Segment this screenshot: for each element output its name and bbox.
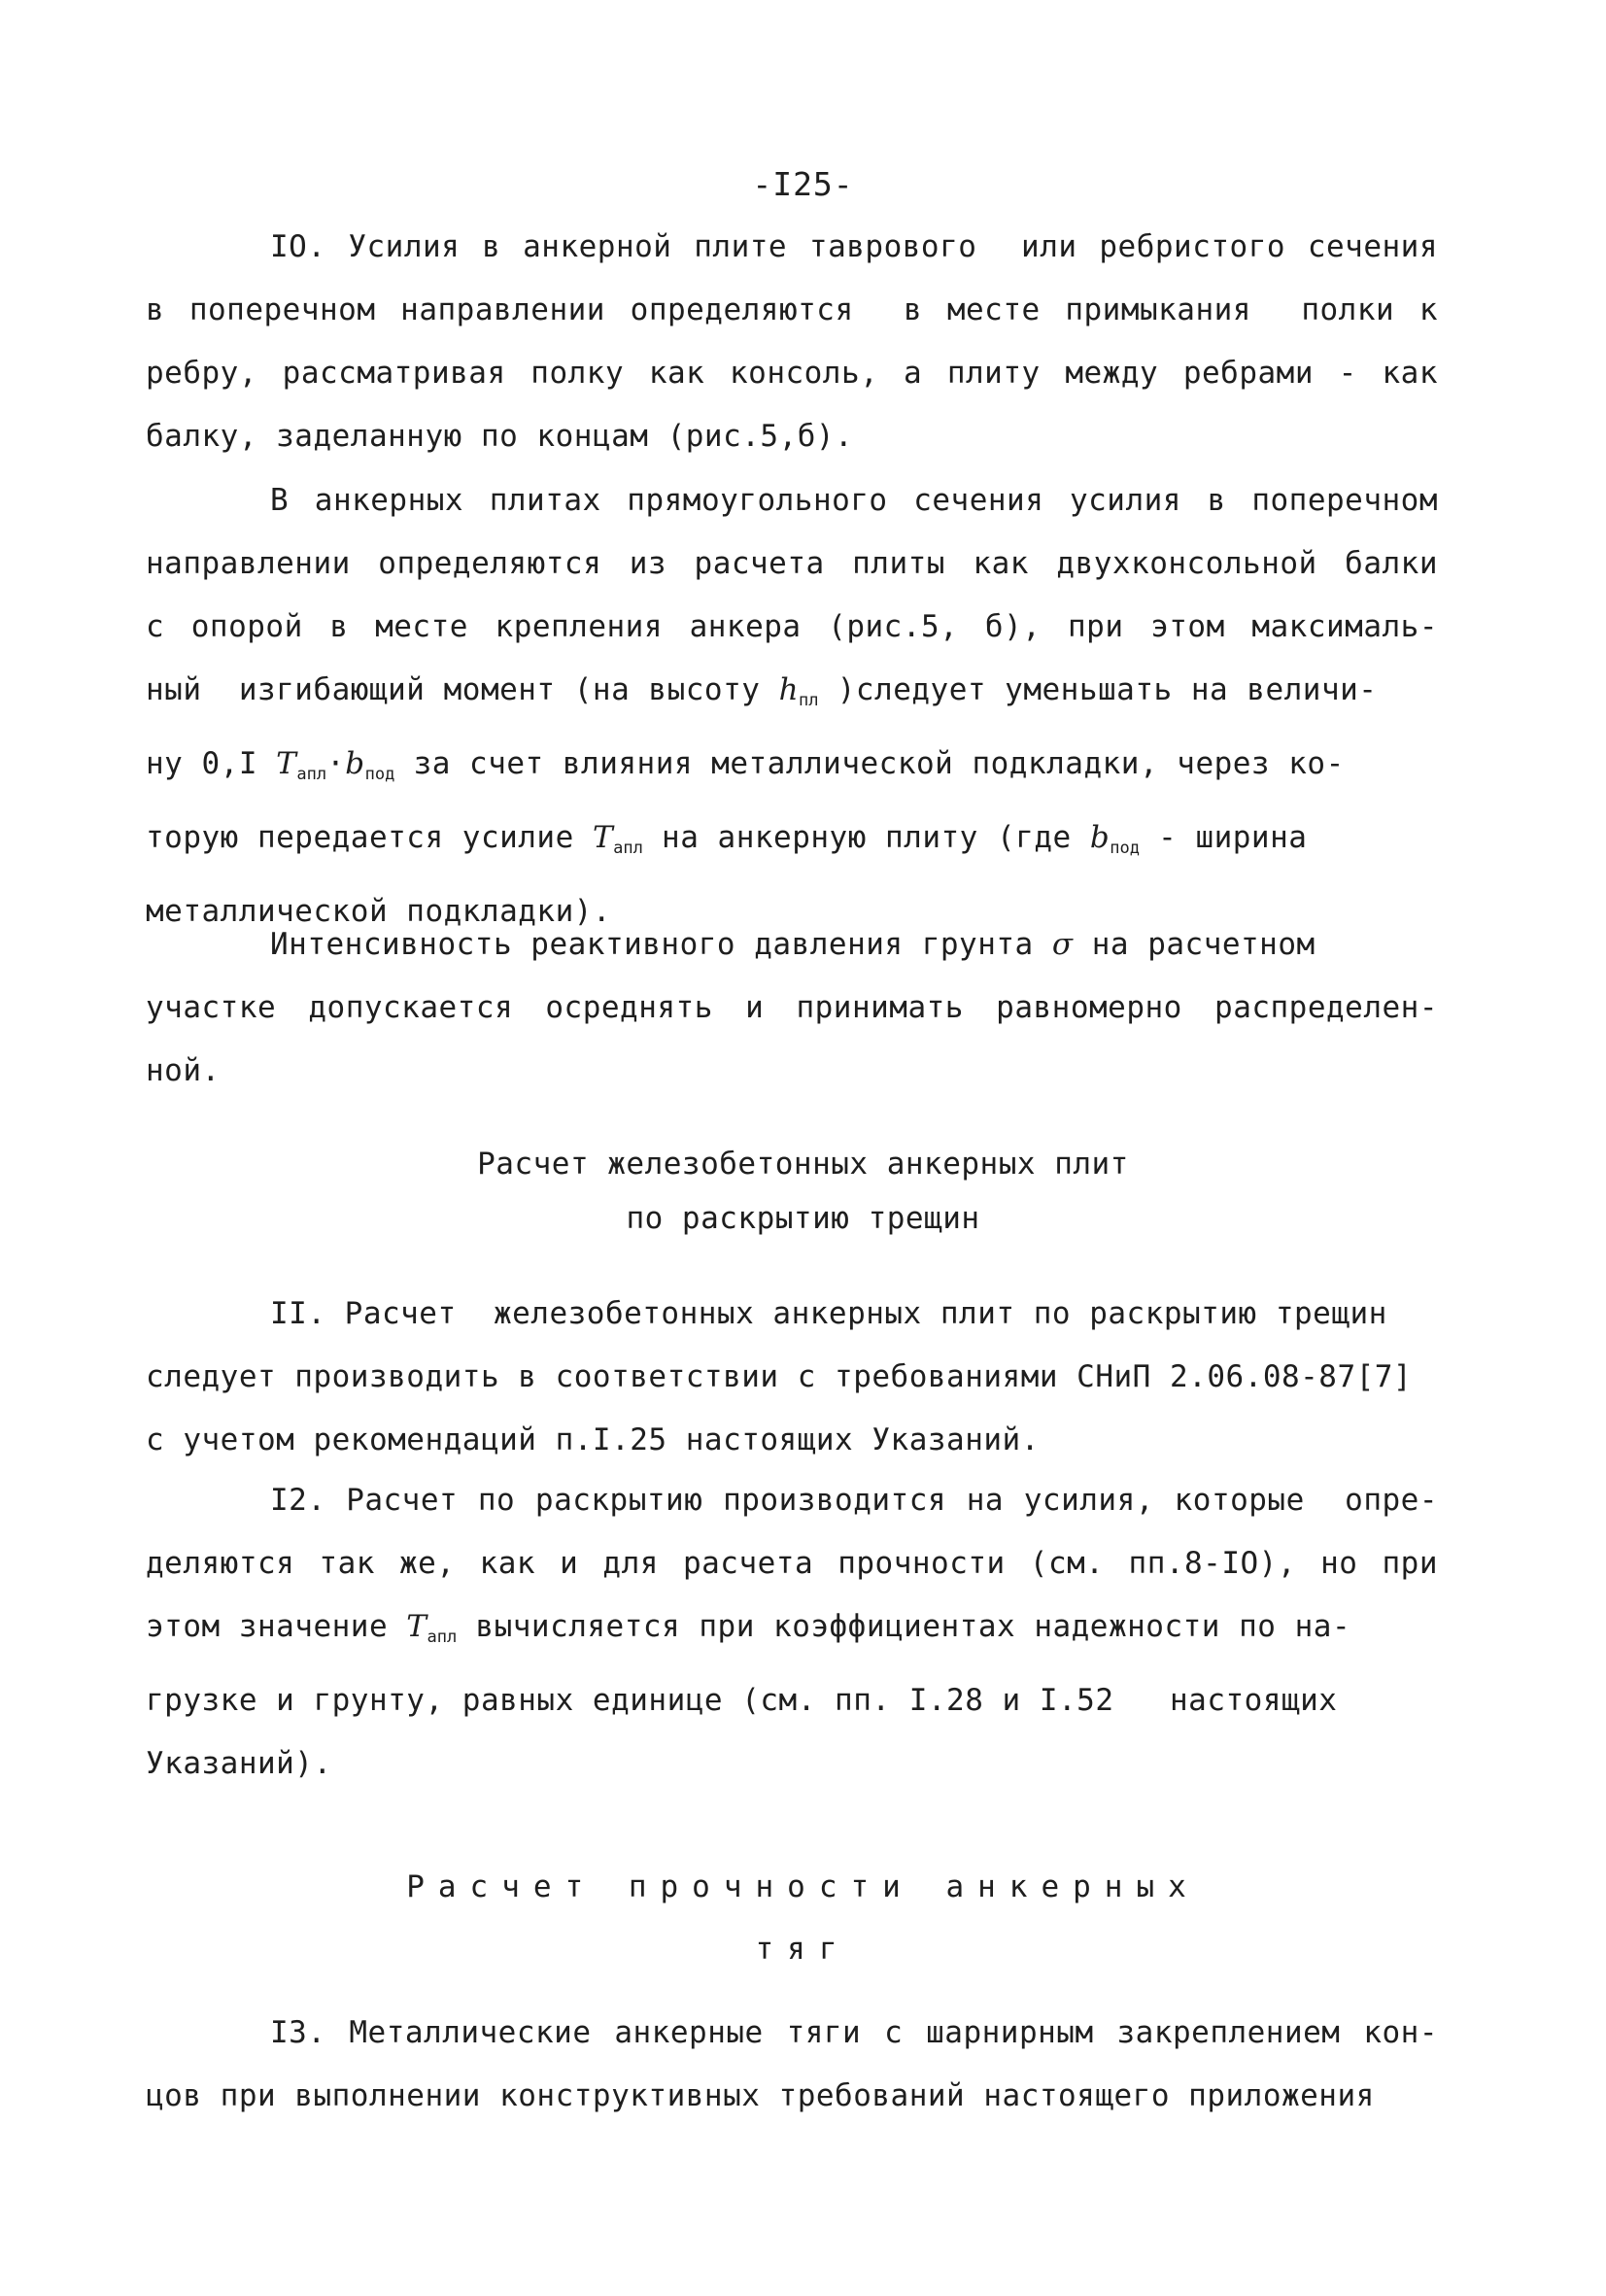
text-line	[146, 659, 1438, 733]
text-line: с учетом рекомендаций п.I.25 настоящих Указаний.	[146, 1422, 1040, 1457]
paragraph-12	[146, 1469, 1438, 1796]
text-fragment: )следует уменьшать на величи-	[818, 672, 1378, 707]
text-fragment: торую передается усилие	[146, 819, 593, 855]
text-line: балку, заделанную по концам (рис.5,б).	[146, 419, 854, 454]
text-fragment: вычисляется при коэффициентах надежности по на-	[457, 1609, 1351, 1644]
subscript: под	[1110, 838, 1140, 858]
text-fragment: Интенсивность реактивного давления грунта	[270, 927, 1052, 962]
symbol-t: T	[592, 819, 614, 855]
text-line: ной.	[146, 1053, 221, 1088]
subscript: aпл	[296, 764, 327, 784]
symbol-b: b	[345, 745, 365, 781]
subscript: aпл	[613, 838, 643, 858]
heading-line: тяг	[755, 1932, 851, 1967]
text-line: цов при выполнении конструктивных требований настоящего приложения	[146, 2078, 1375, 2113]
text-fragment: - ширина	[1139, 819, 1308, 855]
text-line: следует производить в соответствии с требованиями СНиП 2.06.08-87[7]	[146, 1359, 1413, 1394]
text-line: В анкерных плитах прямоугольного сечения усилия в поперечном	[270, 483, 1438, 518]
text-line: Указаний).	[146, 1745, 332, 1781]
text-line	[146, 1595, 1438, 1669]
text-line: участке допускается осреднять и принимать равномерно распределен-	[146, 990, 1438, 1025]
text-line: металлической подкладки).	[146, 893, 612, 929]
paragraph-13	[146, 2002, 1438, 2128]
text-fragment: ну 0,I	[146, 745, 277, 781]
symbol-sigma: σ	[1051, 927, 1074, 962]
section-heading-crack-opening	[0, 1137, 1606, 1246]
text-fragment: ный изгибающий момент (на высоту	[146, 672, 779, 707]
text-line: I2. Расчет по раскрытию производится на усилия, которые опре-	[270, 1483, 1438, 1518]
page-number: -I25-	[752, 165, 854, 203]
symbol-b: b	[1089, 819, 1111, 855]
heading-line: Расчет прочности анкерных	[406, 1869, 1200, 1904]
text-line	[146, 913, 1438, 977]
heading-line: по раскрытию трещин	[626, 1201, 980, 1236]
heading-line: Расчет железобетонных анкерных плит	[477, 1147, 1129, 1182]
paragraph-10-continued	[146, 469, 1438, 943]
section-heading-anchor-rods	[0, 1856, 1606, 1980]
text-line: в поперечном направлении определяются в месте примыкания полки к	[146, 292, 1438, 327]
symbol-h: h	[778, 672, 800, 707]
text-line: IO. Усилия в анкерной плите таврового или ребристого сечения	[270, 229, 1438, 264]
text-line: деляются так же, как и для расчета прочности (см. пп.8-IO), но при	[146, 1546, 1438, 1581]
text-line: направлении определяются из расчета плиты как двухконсольной балки	[146, 546, 1438, 581]
paragraph-soil-pressure	[146, 913, 1438, 1103]
subscript: пл	[799, 690, 819, 710]
text-line: с опорой в месте крепления анкера (рис.5, б), при этом максималь-	[146, 609, 1438, 644]
text-fragment: за счет влияния металлической подкладки, через ко-	[394, 745, 1345, 781]
text-line: грузке и грунту, равных единице (см. пп. I.28 и I.52 настоящих	[146, 1682, 1338, 1718]
text-line	[146, 733, 1438, 806]
subscript: aпл	[427, 1627, 458, 1647]
text-fragment: на расчетном	[1073, 927, 1316, 962]
text-fragment: на анкерную плиту (где	[642, 819, 1090, 855]
subscript: под	[364, 764, 395, 784]
text-line: ребру, рассматривая полку как консоль, а плиту между ребрами - как	[146, 356, 1438, 391]
text-line	[146, 806, 1438, 880]
multiply-dot: ·	[326, 745, 346, 781]
symbol-t: T	[276, 745, 297, 781]
paragraph-11	[146, 1283, 1438, 1472]
paragraph-10	[146, 216, 1438, 468]
text-line: I3. Металлические анкерные тяги с шарнирным закреплением кон-	[270, 2015, 1438, 2050]
text-fragment: этом значение	[146, 1609, 407, 1644]
symbol-t: T	[406, 1609, 427, 1644]
text-line: II. Расчет железобетонных анкерных плит по раскрытию трещин	[270, 1296, 1387, 1331]
